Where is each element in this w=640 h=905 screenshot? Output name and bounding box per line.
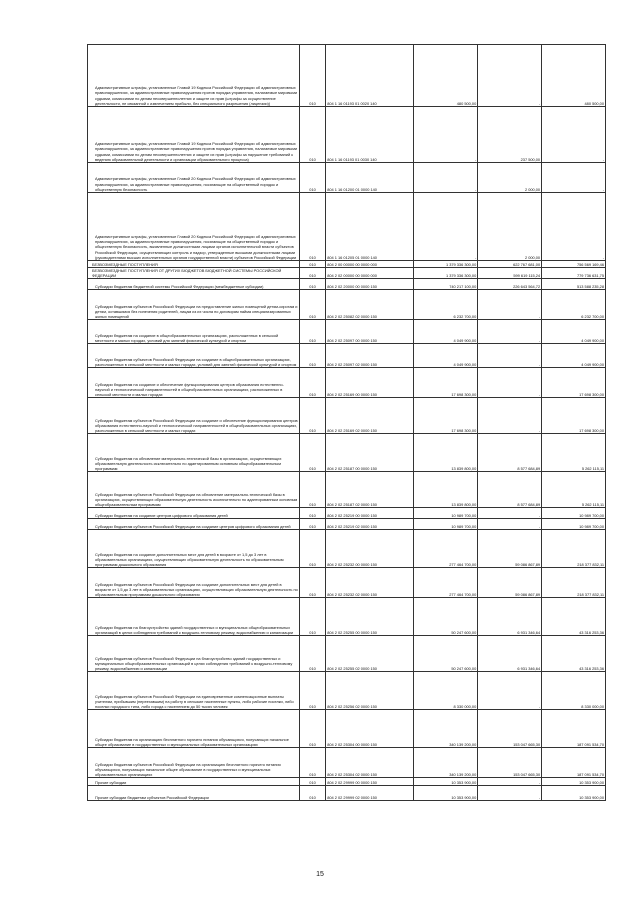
row-name-text: Субсидии бюджетам субъектов Российской Федерации на организацию бесплатного горячего питания обучающихся, получающих начальное общее образование в государственных и муниципальных образовательных организациях bbox=[95, 761, 281, 778]
row-name-text: БЕЗВОЗМЕЗДНЫЕ ПОСТУПЛЕНИЯ ОТ ДРУГИХ БЮДЖЕТОВ БЮДЖЕТНОЙ СИСТЕМЫ РОССИЙСКОЙ ФЕДЕРАЦИИ bbox=[92, 268, 282, 279]
row-executed-amount: 59 086 867,89 bbox=[478, 568, 542, 598]
table-row bbox=[88, 398, 606, 434]
row-name-text: Субсидии бюджетам субъектов Российской Федерации на предоставление жилых помещений детям-сиротам и детям, оставшимся без попечения родителей, лицам из их числа по договорам найма специализированных жилых помещений bbox=[95, 303, 298, 320]
row-budget-code: 804 2 02 25256 02 0000 150 bbox=[326, 672, 414, 710]
row-name-text: Прочие субсидии bbox=[95, 780, 127, 786]
table-row bbox=[88, 710, 606, 748]
row-budget-code: 804 2 02 25232 02 0000 150 bbox=[326, 568, 414, 598]
row-unexecuted-amount: 4 049 900,00 bbox=[542, 320, 606, 344]
row-unexecuted-amount: - bbox=[542, 163, 606, 193]
row-budget-code: 804 2 02 25255 00 0000 150 bbox=[326, 598, 414, 636]
table-row bbox=[88, 672, 606, 710]
row-name-text: Субсидии бюджетам на обновление материально-технической базы в организациях, осуществляющих образовательную деятельность исключительно по адаптированным основным общеобразовательным программам bbox=[95, 455, 282, 472]
row-executed-amount: - bbox=[478, 519, 542, 530]
row-approved-amount: 480 500,00 bbox=[414, 45, 478, 107]
row-approved-amount: 277 464 700,00 bbox=[414, 530, 478, 568]
row-approved-amount: 4 049 900,00 bbox=[414, 344, 478, 368]
row-name-text: Прочие субсидии бюджетам субъектов Российской Федерации bbox=[95, 795, 209, 801]
row-unexecuted-amount: 756 569 169,46 bbox=[542, 261, 606, 268]
row-name bbox=[88, 320, 300, 344]
row-name bbox=[88, 710, 300, 748]
row-budget-code: 804 2 02 25097 00 0000 150 bbox=[326, 320, 414, 344]
row-unexecuted-amount: 513 588 235,28 bbox=[542, 279, 606, 290]
table-row bbox=[88, 519, 606, 530]
row-name bbox=[88, 290, 300, 320]
row-name bbox=[88, 398, 300, 434]
row-name bbox=[88, 279, 300, 290]
row-line-code: 010 bbox=[299, 320, 325, 344]
row-approved-amount: 4 049 900,00 bbox=[414, 320, 478, 344]
row-unexecuted-amount: 218 377 832,11 bbox=[542, 568, 606, 598]
row-name bbox=[88, 107, 300, 163]
row-executed-amount: - bbox=[478, 344, 542, 368]
row-name-text: Субсидии бюджетам субъектов Российской Федерации на благоустройство зданий государственных и муниципальных общеобразовательных организаций в целях соблюдения требований к воздушно-тепловому режиму, водоснабжению и канализации bbox=[95, 655, 293, 672]
row-line-code: 010 bbox=[299, 636, 325, 672]
row-name bbox=[88, 519, 300, 530]
row-budget-code: 804 2 02 25304 00 0000 150 bbox=[326, 710, 414, 748]
row-unexecuted-amount: 187 091 534,70 bbox=[542, 748, 606, 778]
row-line-code: 010 bbox=[299, 778, 325, 786]
row-unexecuted-amount: 43 316 253,36 bbox=[542, 636, 606, 672]
row-budget-code: 804 1 16 01193 01 0020 140 bbox=[326, 45, 414, 107]
row-name-text: Субсидии бюджетам на создание и обеспечение функционирования центров образования естественно-научной и технологической направленностей в общеобразовательных организациях, расположенных в сельской местности и малых городах bbox=[95, 381, 284, 398]
row-unexecuted-amount: - bbox=[542, 193, 606, 261]
row-name-text: БЕЗВОЗМЕЗДНЫЕ ПОСТУПЛЕНИЯ bbox=[92, 261, 158, 267]
row-name-text: Субсидии бюджетам субъектов Российской Федерации на создание дополнительных мест для детей в возрасте от 1,5 до 3 лет в образовательных организациях, осуществляющих образовательную деятельность по образовательным программам дошкольного образования bbox=[95, 581, 298, 598]
row-name bbox=[88, 778, 300, 786]
table-row bbox=[88, 344, 606, 368]
row-budget-code: 804 2 00 00000 00 0000 000 bbox=[326, 261, 414, 268]
row-budget-code: 804 2 02 29999 02 0000 150 bbox=[326, 786, 414, 801]
row-approved-amount: - bbox=[414, 107, 478, 163]
row-line-code: 010 bbox=[299, 672, 325, 710]
page-number: 15 bbox=[316, 871, 324, 878]
row-line-code: 010 bbox=[299, 368, 325, 398]
table-row bbox=[88, 320, 606, 344]
row-name bbox=[88, 672, 300, 710]
row-budget-code: 804 1 16 01205 01 0000 140 bbox=[326, 193, 414, 261]
row-executed-amount: - bbox=[478, 778, 542, 786]
table-row bbox=[88, 163, 606, 193]
row-name-text: Субсидии бюджетам субъектов Российской Федерации на создание и обеспечение функционирования центров образования естественно-научной и технологической направленностей в общеобразовательных организациях, расположенных в сельской местности и малых городах bbox=[95, 417, 298, 434]
row-line-code: 010 bbox=[299, 472, 325, 508]
row-unexecuted-amount: 5 262 115,11 bbox=[542, 434, 606, 472]
row-approved-amount: 340 139 200,00 bbox=[414, 748, 478, 778]
row-unexecuted-amount: 779 736 631,75 bbox=[542, 268, 606, 279]
row-unexecuted-amount: 10 353 900,00 bbox=[542, 778, 606, 786]
row-line-code: 010 bbox=[299, 786, 325, 801]
row-budget-code: 804 2 02 25219 00 0000 150 bbox=[326, 508, 414, 519]
table-row bbox=[88, 261, 606, 268]
row-budget-code: 804 2 02 25082 02 0000 150 bbox=[326, 290, 414, 320]
row-executed-amount: 153 047 665,30 bbox=[478, 748, 542, 778]
row-budget-code: 804 2 02 25097 02 0000 150 bbox=[326, 344, 414, 368]
row-executed-amount: - bbox=[478, 672, 542, 710]
row-executed-amount: - bbox=[478, 320, 542, 344]
table-row bbox=[88, 279, 606, 290]
row-unexecuted-amount: 480 500,00 bbox=[542, 45, 606, 107]
row-executed-amount: - bbox=[478, 398, 542, 434]
row-name-text: Административные штрафы, установленные Главой 20 Кодекса Российской Федерации об административных правонарушениях, за административные правонарушения, посягающие на общественный порядок и общественную безопасность bbox=[95, 176, 296, 192]
row-approved-amount: 1 379 336 300,00 bbox=[414, 261, 478, 268]
table-row bbox=[88, 472, 606, 508]
row-name bbox=[88, 163, 300, 193]
row-executed-amount: 153 047 665,30 bbox=[478, 710, 542, 748]
row-approved-amount: 10 989 700,00 bbox=[414, 508, 478, 519]
revenue-table bbox=[87, 44, 606, 801]
row-unexecuted-amount: 187 091 534,70 bbox=[542, 710, 606, 748]
row-name bbox=[88, 45, 300, 107]
row-executed-amount: 226 643 564,72 bbox=[478, 279, 542, 290]
row-name bbox=[88, 508, 300, 519]
row-line-code: 010 bbox=[299, 710, 325, 748]
row-unexecuted-amount: 4 049 900,00 bbox=[542, 344, 606, 368]
row-name-text: Субсидии бюджетам на благоустройство зданий государственных и муниципальных общеобразовательных организаций в целях соблюдения требований к воздушно-тепловому режиму, водоснабжению и канализации bbox=[95, 625, 294, 636]
row-approved-amount: 740 217 100,00 bbox=[414, 279, 478, 290]
row-unexecuted-amount: 6 232 700,00 bbox=[542, 290, 606, 320]
row-line-code: 010 bbox=[299, 268, 325, 279]
row-unexecuted-amount: 10 989 700,00 bbox=[542, 519, 606, 530]
row-name-text: Субсидии бюджетам бюджетной системы Российской Федерации (межбюджетные субсидии) bbox=[95, 284, 264, 290]
row-unexecuted-amount: 17 698 300,00 bbox=[542, 368, 606, 398]
row-name-text: Субсидии бюджетам на создание дополнительных мест для детей в возрасте от 1,5 до 3 лет в образовательных организациях, осуществляющих образовательную деятельность по образовательным программам дошкольного образования bbox=[95, 551, 284, 568]
row-name-text: Субсидии бюджетам на создание центров цифрового образования детей bbox=[95, 513, 228, 519]
row-approved-amount: 10 989 700,00 bbox=[414, 519, 478, 530]
revenue-table-body bbox=[88, 45, 606, 801]
row-executed-amount: 8 577 684,89 bbox=[478, 434, 542, 472]
row-line-code: 010 bbox=[299, 279, 325, 290]
row-unexecuted-amount: 10 989 700,00 bbox=[542, 508, 606, 519]
row-name-text: Субсидии бюджетам на организацию бесплатного горячего питания обучающихся, получающих начальное общее образование в государственных и муниципальных образовательных организациях bbox=[95, 737, 289, 748]
table-row bbox=[88, 530, 606, 568]
row-name bbox=[88, 748, 300, 778]
row-executed-amount: - bbox=[478, 508, 542, 519]
row-name bbox=[88, 786, 300, 801]
table-row bbox=[88, 786, 606, 801]
table-row bbox=[88, 636, 606, 672]
table-row bbox=[88, 290, 606, 320]
row-executed-amount: 2 000,00 bbox=[478, 163, 542, 193]
row-approved-amount: - bbox=[414, 163, 478, 193]
row-line-code: 010 bbox=[299, 261, 325, 268]
row-line-code: 010 bbox=[299, 290, 325, 320]
row-unexecuted-amount: 5 262 115,11 bbox=[542, 472, 606, 508]
row-approved-amount: 1 379 336 300,00 bbox=[414, 268, 478, 279]
row-name-text: Субсидии бюджетам субъектов Российской Федерации на создание центров цифрового образования детей bbox=[95, 524, 291, 530]
row-budget-code: 804 2 02 25187 00 0000 150 bbox=[326, 434, 414, 472]
row-name-text: Административные штрафы, установленные Главой 19 Кодекса Российской Федерации об административных правонарушениях, за административные правонарушения против порядка управления, налагаемые мировыми судьями, комиссиями по делам несовершеннолетних и защите их прав (штрафы за осуществление деятельности, не связанной с извлечением прибыли, без специального разрешения (лицензии)) bbox=[95, 85, 298, 106]
row-executed-amount: 8 577 684,89 bbox=[478, 472, 542, 508]
row-name bbox=[88, 193, 300, 261]
budget-report-page bbox=[87, 44, 606, 801]
row-line-code: 010 bbox=[299, 45, 325, 107]
row-executed-amount: - bbox=[478, 290, 542, 320]
row-executed-amount: - bbox=[478, 368, 542, 398]
row-line-code: 010 bbox=[299, 344, 325, 368]
row-name bbox=[88, 434, 300, 472]
row-executed-amount: 59 086 867,89 bbox=[478, 530, 542, 568]
row-approved-amount: 17 698 300,00 bbox=[414, 368, 478, 398]
row-unexecuted-amount: 17 698 300,00 bbox=[542, 398, 606, 434]
row-line-code: 010 bbox=[299, 163, 325, 193]
row-budget-code: 804 2 02 29999 00 0000 150 bbox=[326, 778, 414, 786]
row-line-code: 010 bbox=[299, 398, 325, 434]
table-row bbox=[88, 107, 606, 163]
row-executed-amount: 237 500,00 bbox=[478, 107, 542, 163]
row-line-code: 010 bbox=[299, 748, 325, 778]
row-name-text: Субсидии бюджетам субъектов Российской Федерации на обновление материально-технической базы в организациях, осуществляющих образовательную деятельность исключительно по адаптированным основным общеобразовательным программам bbox=[95, 491, 298, 508]
row-executed-amount: 2 000,00 bbox=[478, 193, 542, 261]
row-name bbox=[88, 568, 300, 598]
row-budget-code: 804 2 02 25304 02 0000 150 bbox=[326, 748, 414, 778]
table-row bbox=[88, 45, 606, 107]
row-budget-code: 804 2 02 20000 00 0000 150 bbox=[326, 279, 414, 290]
row-budget-code: 804 2 02 25187 02 0000 150 bbox=[326, 472, 414, 508]
table-row bbox=[88, 508, 606, 519]
row-name bbox=[88, 598, 300, 636]
row-budget-code: 804 1 16 01193 01 0030 140 bbox=[326, 107, 414, 163]
row-name bbox=[88, 472, 300, 508]
row-approved-amount: 340 139 200,00 bbox=[414, 710, 478, 748]
row-line-code: 010 bbox=[299, 434, 325, 472]
row-line-code: 010 bbox=[299, 107, 325, 163]
row-approved-amount: 50 247 600,00 bbox=[414, 636, 478, 672]
row-budget-code: 804 2 02 25232 00 0000 150 bbox=[326, 530, 414, 568]
row-line-code: 010 bbox=[299, 598, 325, 636]
row-unexecuted-amount: - bbox=[542, 107, 606, 163]
row-approved-amount: 8 330 000,00 bbox=[414, 672, 478, 710]
row-line-code: 010 bbox=[299, 193, 325, 261]
row-name bbox=[88, 344, 300, 368]
table-row bbox=[88, 598, 606, 636]
row-name bbox=[88, 636, 300, 672]
row-approved-amount: 277 464 700,00 bbox=[414, 568, 478, 598]
row-approved-amount: 13 839 800,00 bbox=[414, 434, 478, 472]
row-unexecuted-amount: 8 330 000,00 bbox=[542, 672, 606, 710]
row-name bbox=[88, 368, 300, 398]
row-approved-amount: 10 353 900,00 bbox=[414, 778, 478, 786]
table-row bbox=[88, 193, 606, 261]
row-executed-amount: - bbox=[478, 45, 542, 107]
row-budget-code: 804 2 02 00000 00 0000 000 bbox=[326, 268, 414, 279]
row-unexecuted-amount: 43 316 253,36 bbox=[542, 598, 606, 636]
row-executed-amount: 6 931 346,64 bbox=[478, 636, 542, 672]
row-unexecuted-amount: 218 377 832,11 bbox=[542, 530, 606, 568]
row-name bbox=[88, 530, 300, 568]
row-name-text: Административные штрафы, установленные Главой 20 Кодекса Российской Федерации об административных правонарушениях, за административные правонарушения, посягающие на общественный порядок и общественную безопасность, выявленные должностными лицами органов исполнительной власти субъектов Российской Федерации, осуществляющих контроль и надзор, утвержденные высшими должностными лицами (руководителями высших исполнительных органов государственной власти) субъектов Российской Федерации bbox=[95, 233, 297, 260]
row-line-code: 010 bbox=[299, 568, 325, 598]
row-executed-amount: 6 931 346,64 bbox=[478, 598, 542, 636]
row-name-text: Административные штрафы, установленные Главой 19 Кодекса Российской Федерации об административных правонарушениях, за административные правонарушения против порядка управления, налагаемые мировыми судьями, комиссиями по делам несовершеннолетних и защите их прав (штрафы за нарушение требований к ведению образовательной деятельности и организации образовательного процесса) bbox=[95, 141, 298, 162]
row-budget-code: 804 2 02 25255 02 0000 150 bbox=[326, 636, 414, 672]
row-approved-amount: 13 839 800,00 bbox=[414, 472, 478, 508]
table-row bbox=[88, 778, 606, 786]
row-budget-code: 804 1 16 01200 01 0000 140 bbox=[326, 163, 414, 193]
row-unexecuted-amount: 10 353 900,00 bbox=[542, 786, 606, 801]
table-row bbox=[88, 748, 606, 778]
row-approved-amount: 17 698 300,00 bbox=[414, 398, 478, 434]
table-row bbox=[88, 368, 606, 398]
row-name-text: Субсидии бюджетам субъектов Российской Федерации на единовременные компенсационные выплаты учителям, прибывшим (переехавшим) на работу в сельские населенные пункты, либо рабочие поселки, либо поселки городского типа, либо города с населением до 50 тысяч человек bbox=[95, 693, 294, 710]
row-budget-code: 804 2 02 25169 02 0000 150 bbox=[326, 398, 414, 434]
row-name-text: Субсидии бюджетам субъектов Российской Федерации на создание в общеобразовательных организациях, расположенных в сельской местности и малых городах, условий для занятий физической культурой и спортом bbox=[95, 357, 297, 368]
row-approved-amount: 50 247 600,00 bbox=[414, 598, 478, 636]
row-executed-amount: 599 619 115,24 bbox=[478, 268, 542, 279]
row-name-text: Субсидии бюджетам на создание в общеобразовательных организациях, расположенных в сельской местности и малых городах, условий для занятий физической культурой и спортом bbox=[95, 333, 279, 344]
row-budget-code: 804 2 02 25169 00 0000 150 bbox=[326, 368, 414, 398]
row-line-code: 010 bbox=[299, 530, 325, 568]
row-line-code: 010 bbox=[299, 519, 325, 530]
table-row bbox=[88, 434, 606, 472]
row-budget-code: 804 2 02 25219 02 0000 150 bbox=[326, 519, 414, 530]
row-line-code: 010 bbox=[299, 508, 325, 519]
table-row bbox=[88, 268, 606, 279]
row-executed-amount: 622 767 681,00 bbox=[478, 261, 542, 268]
row-name bbox=[88, 268, 300, 279]
row-executed-amount: - bbox=[478, 786, 542, 801]
table-row bbox=[88, 568, 606, 598]
row-approved-amount: 10 353 900,00 bbox=[414, 786, 478, 801]
row-approved-amount: 6 232 700,00 bbox=[414, 290, 478, 320]
row-name bbox=[88, 261, 300, 268]
row-approved-amount: - bbox=[414, 193, 478, 261]
